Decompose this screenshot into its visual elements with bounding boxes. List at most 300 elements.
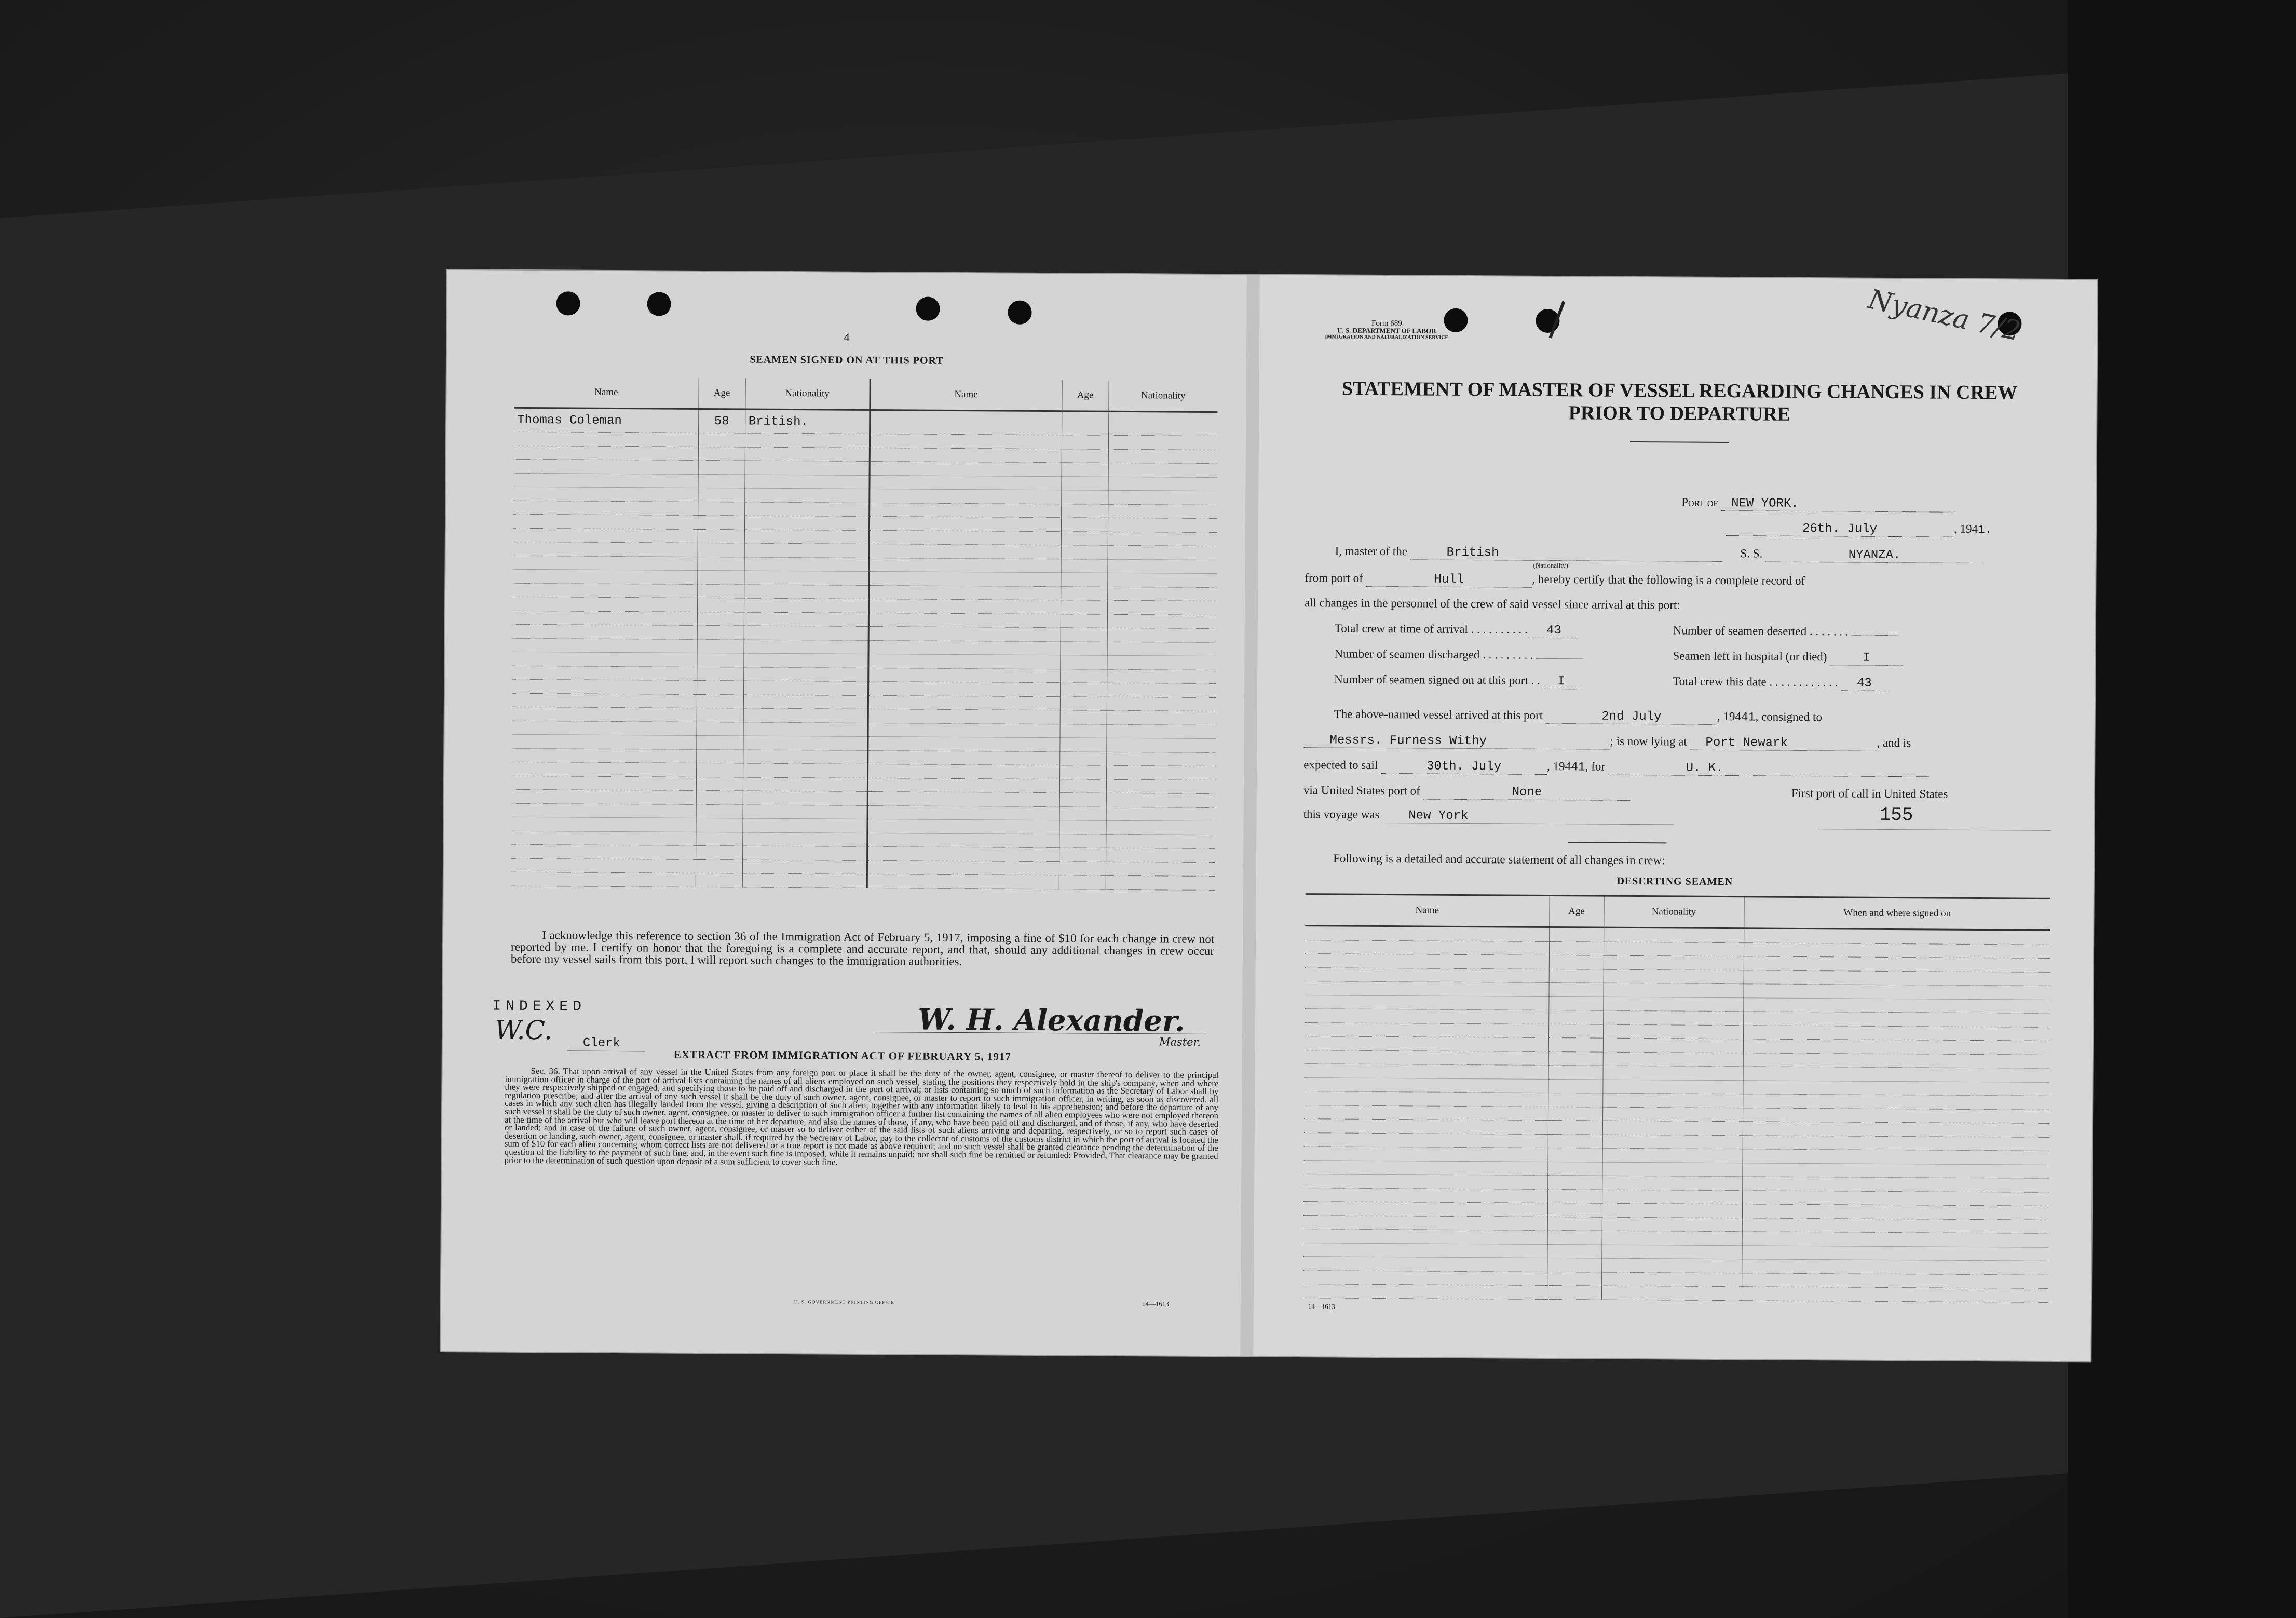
empty-cell	[1059, 820, 1106, 834]
expected-label: expected to sail	[1303, 758, 1378, 772]
empty-cell	[1601, 1286, 1742, 1300]
empty-cell	[697, 625, 744, 639]
lying-label: ; is now lying at	[1610, 734, 1687, 748]
empty-cell	[1603, 997, 1743, 1012]
empty-cell	[1742, 1177, 2048, 1192]
empty-cell	[1061, 490, 1108, 504]
ship-name: NYANZA.	[1765, 548, 1983, 564]
empty-cell	[1059, 834, 1106, 848]
empty-cell	[869, 530, 1061, 545]
empty-cell	[868, 585, 1061, 600]
empty-cell	[512, 652, 697, 667]
empty-cell	[1106, 738, 1215, 752]
empty-cell	[697, 680, 743, 694]
empty-cell	[512, 679, 697, 694]
empty-cell	[514, 446, 698, 461]
arrived-row: The above-named vessel arrived at this port 2nd July , 19441, consigned to	[1334, 707, 1822, 724]
empty-cell	[1548, 1065, 1603, 1079]
empty-cell	[1108, 545, 1217, 560]
hospital-row	[1673, 649, 1903, 666]
punch-hole	[1008, 301, 1031, 325]
first-port-label: First port of call in United States	[1791, 786, 1948, 801]
empty-cell	[1059, 765, 1106, 779]
empty-cell	[1602, 1217, 1742, 1232]
arrived-label: The above-named vessel arrived at this port	[1334, 707, 1543, 722]
voyage-label: this voyage was	[1303, 807, 1380, 821]
empty-cell	[1602, 1107, 1743, 1122]
column-header: Name	[1305, 894, 1549, 927]
empty-cell	[1743, 1122, 2049, 1137]
empty-cell	[1602, 1093, 1743, 1108]
expected-year-prefix: 194	[1553, 760, 1571, 773]
empty-cell	[513, 542, 698, 557]
empty-cell	[1107, 628, 1216, 642]
empty-cell	[1304, 1119, 1548, 1134]
empty-cell	[744, 598, 868, 613]
empty-cell	[1548, 996, 1603, 1010]
empty-cell	[1547, 1189, 1602, 1203]
empty-cell	[1060, 710, 1107, 724]
empty-cell	[743, 667, 868, 681]
empty-cell	[867, 860, 1059, 875]
empty-cell	[1059, 779, 1106, 793]
empty-cell	[1107, 587, 1216, 601]
consignee-row	[1303, 733, 1911, 751]
certify-text: , hereby certify that the following is a complete record of	[1532, 572, 1805, 587]
empty-cell	[697, 667, 743, 681]
empty-cell	[867, 805, 1059, 820]
empty-cell	[1061, 614, 1107, 628]
empty-cell	[1059, 861, 1106, 875]
empty-cell	[868, 681, 1060, 696]
empty-cell	[697, 598, 744, 612]
empty-cell	[1106, 848, 1215, 862]
right-page	[1253, 275, 2097, 1361]
empty-cell	[1743, 1094, 2049, 1110]
empty-cell	[745, 433, 870, 448]
empty-cell	[868, 695, 1060, 710]
empty-cell	[744, 626, 868, 640]
empty-cell	[1744, 928, 2050, 945]
from-port-row	[1305, 571, 1805, 589]
empty-cell	[1548, 1134, 1602, 1148]
expected-year-suffix: 41	[1570, 760, 1585, 774]
left-page	[441, 270, 1247, 1356]
empty-cell	[1743, 1025, 2049, 1041]
empty-cell	[513, 611, 697, 626]
consignee-value: Messrs. Furness Withy	[1303, 733, 1610, 750]
empty-cell	[1547, 1217, 1602, 1231]
nationality-caption: (Nationality)	[1533, 561, 1568, 570]
empty-cell	[870, 434, 1062, 449]
discharged-value	[1537, 658, 1583, 659]
empty-cell	[743, 722, 868, 736]
empty-cell	[1743, 1039, 2049, 1055]
empty-cell	[1060, 683, 1107, 697]
empty-cell	[1108, 490, 1217, 505]
empty-cell	[1602, 1121, 1743, 1135]
empty-cell	[742, 832, 867, 846]
empty-cell	[1305, 954, 1549, 969]
empty-cell	[1107, 724, 1216, 739]
empty-cell	[1304, 1132, 1548, 1148]
empty-cell	[1547, 1285, 1601, 1299]
empty-cell	[868, 626, 1061, 641]
empty-cell	[1742, 1232, 2048, 1247]
empty-cell	[1108, 504, 1217, 519]
deserted-label: Number of seamen deserted . . . . . . .	[1673, 624, 1849, 638]
empty-cell	[1547, 1175, 1602, 1189]
expected-date: 30th. July	[1381, 759, 1547, 775]
for-label: , for	[1585, 760, 1606, 773]
empty-cell	[512, 693, 697, 708]
service: IMMIGRATION AND NATURALIZATION SERVICE	[1325, 334, 1449, 341]
column-header: Age	[698, 378, 745, 409]
seaman-name: Thomas Coleman	[514, 408, 698, 433]
empty-cell	[696, 763, 743, 777]
empty-cell	[1603, 1010, 1743, 1025]
empty-cell	[1548, 1024, 1603, 1038]
stamped-number: 155	[1879, 804, 1913, 826]
empty-cell	[1305, 926, 1549, 941]
empty-cell	[867, 764, 1059, 779]
empty-cell	[1601, 1245, 1742, 1259]
empty-cell	[697, 584, 744, 598]
empty-cell	[1061, 573, 1107, 587]
empty-cell	[514, 459, 698, 474]
table-header-row	[514, 377, 1217, 412]
empty-cell	[1108, 518, 1217, 532]
via-row	[1303, 784, 1631, 801]
empty-cell	[696, 845, 742, 859]
empty-cell	[869, 503, 1061, 518]
empty-cell	[870, 410, 1062, 435]
empty-cell	[512, 721, 697, 736]
empty-cell	[744, 557, 868, 572]
empty-cell	[1062, 463, 1108, 477]
deserting-seamen-title: DESERTING SEAMEN	[1616, 875, 1733, 888]
empty-cell	[744, 475, 869, 489]
seamen-signed-on-table	[511, 377, 1218, 891]
empty-cell	[742, 859, 867, 874]
empty-cell	[1106, 862, 1215, 877]
empty-cell	[1548, 1093, 1602, 1107]
year-suffix: 1.	[1977, 523, 1992, 537]
total-crew-arrival-value: 43	[1530, 624, 1577, 639]
empty-cell	[512, 748, 696, 763]
empty-cell	[1108, 477, 1217, 491]
arrived-date: 2nd July	[1546, 709, 1717, 725]
empty-cell	[1549, 969, 1604, 983]
signed-on-value: I	[1543, 675, 1580, 689]
empty-cell	[1549, 955, 1604, 969]
empty-cell	[1106, 752, 1215, 766]
empty-cell	[868, 599, 1061, 614]
hospital-label: Seamen left in hospital (or died)	[1673, 649, 1827, 664]
first-port-value: New York	[1382, 808, 1673, 825]
empty-cell	[1061, 586, 1107, 600]
empty-cell	[1549, 927, 1604, 941]
total-crew-date-label: Total crew this date . . . . . . . . . . . .	[1673, 675, 1838, 689]
empty-cell	[1303, 1284, 1547, 1299]
table-row	[514, 408, 1217, 436]
document-spread	[441, 270, 2097, 1361]
empty-cell	[744, 530, 869, 544]
empty-cell	[1059, 848, 1106, 862]
empty-cell	[744, 488, 869, 503]
destination-value: U. K.	[1608, 761, 1930, 777]
empty-cell	[1106, 820, 1215, 835]
column-header: Nationality	[1604, 896, 1744, 928]
empty-cell	[1604, 942, 1744, 956]
empty-cell	[1604, 955, 1744, 970]
master-of-row	[1335, 544, 1983, 563]
empty-cell	[1742, 1259, 2048, 1275]
empty-cell	[868, 613, 1061, 628]
column-header: Age	[1549, 895, 1604, 927]
empty-cell	[743, 681, 868, 695]
from-port-label: from port of	[1305, 571, 1363, 585]
empty-cell	[867, 778, 1059, 793]
empty-cell	[1743, 1135, 2049, 1151]
empty-cell	[513, 473, 698, 488]
empty-cell	[1742, 1204, 2048, 1220]
empty-cell	[1061, 628, 1107, 642]
empty-cell	[514, 432, 698, 447]
empty-cell	[1106, 875, 1215, 890]
empty-cell	[867, 833, 1059, 848]
column-header: Nationality	[1108, 381, 1217, 412]
discharged-row	[1334, 647, 1583, 662]
empty-cell	[1602, 1148, 1743, 1163]
seaman-age: 58	[698, 409, 745, 433]
empty-cell	[512, 762, 696, 777]
empty-cell	[744, 639, 868, 654]
empty-cell	[1602, 1190, 1742, 1204]
empty-cell	[1602, 1135, 1743, 1149]
empty-cell	[743, 791, 867, 805]
form-code: 14—1613	[1308, 1302, 1335, 1311]
empty-cell	[1602, 1203, 1742, 1218]
empty-cell	[1107, 710, 1216, 725]
empty-cell	[1548, 1107, 1602, 1121]
empty-cell	[696, 859, 742, 873]
total-crew-date-value: 43	[1841, 676, 1887, 691]
and-is: , and is	[1877, 736, 1911, 750]
empty-cell	[1060, 669, 1107, 683]
empty-cell	[1603, 1024, 1743, 1039]
empty-cell	[744, 571, 868, 585]
deserting-seamen-table	[1303, 893, 2050, 1302]
empty-cell	[698, 529, 744, 543]
empty-cell	[1547, 1258, 1601, 1272]
empty-cell	[1743, 997, 2049, 1013]
empty-cell	[867, 791, 1059, 806]
empty-cell	[1744, 956, 2050, 972]
all-changes-text: all changes in the personnel of the crew of said vessel since arrival at this port:	[1305, 596, 1680, 612]
punch-hole	[647, 292, 671, 316]
crew-arrival-row	[1335, 622, 1578, 638]
empty-cell	[869, 489, 1061, 504]
punch-hole	[916, 297, 940, 321]
empty-cell	[698, 447, 745, 461]
empty-cell	[1059, 793, 1106, 807]
empty-cell	[868, 709, 1060, 724]
deserted-row	[1673, 624, 1898, 639]
empty-cell	[1107, 669, 1216, 684]
empty-cell	[1602, 1080, 1743, 1094]
empty-cell	[697, 570, 744, 584]
column-header: When and where signed on	[1744, 897, 2050, 931]
via-label: via United States port of	[1303, 784, 1420, 798]
empty-cell	[1547, 1162, 1602, 1176]
empty-cell	[1107, 573, 1216, 587]
empty-cell	[512, 666, 697, 681]
empty-cell	[513, 597, 697, 612]
scan-edge	[2068, 0, 2296, 1618]
form-header	[1314, 320, 1459, 341]
total-crew-date-row	[1673, 675, 1887, 691]
empty-cell	[1061, 559, 1107, 573]
printer-note: U. S. GOVERNMENT PRINTING OFFICE	[794, 1299, 894, 1305]
seaman-nationality: British.	[745, 409, 870, 434]
following-text: Following is a detailed and accurate statement of all changes in crew:	[1333, 852, 1665, 867]
empty-cell	[1061, 504, 1108, 518]
empty-cell	[1062, 411, 1108, 436]
empty-cell	[512, 776, 696, 791]
empty-cell	[1743, 1108, 2049, 1123]
empty-cell	[696, 749, 743, 763]
empty-cell	[1106, 765, 1215, 780]
empty-cell	[1305, 1036, 1548, 1051]
empty-cell	[1061, 600, 1107, 614]
empty-cell	[698, 474, 744, 488]
empty-cell	[867, 874, 1059, 889]
empty-cell	[1547, 1272, 1601, 1286]
indexed-stamp: INDEXED	[492, 998, 587, 1015]
empty-cell	[1061, 531, 1108, 545]
empty-cell	[697, 653, 743, 667]
empty-cell	[1305, 995, 1548, 1010]
empty-cell	[1548, 1037, 1603, 1051]
empty-cell	[868, 571, 1061, 586]
empty-cell	[868, 558, 1061, 573]
empty-cell	[742, 818, 867, 833]
empty-cell	[743, 708, 868, 723]
empty-cell	[743, 749, 867, 764]
empty-cell	[1548, 1010, 1603, 1024]
empty-cell	[1548, 982, 1603, 996]
empty-cell	[513, 638, 697, 653]
empty-cell	[869, 516, 1061, 531]
table-header-row	[1305, 894, 2050, 931]
discharged-label: Number of seamen discharged . . . . . . . . .	[1334, 647, 1534, 662]
empty-cell	[1743, 1053, 2049, 1068]
empty-cell	[696, 804, 743, 818]
port-of-label: Port of	[1681, 495, 1718, 509]
empty-cell	[869, 544, 1061, 559]
empty-cell	[512, 789, 696, 804]
empty-cell	[698, 460, 745, 474]
date-row: 26th. July , 1941.	[1726, 521, 1992, 537]
empty-cell	[1548, 1079, 1602, 1093]
empty-cell	[1107, 614, 1216, 629]
arrived-year-prefix: 194	[1723, 710, 1741, 723]
empty-cell	[870, 448, 1062, 463]
empty-cell	[867, 736, 1059, 751]
empty-cell	[511, 831, 696, 846]
empty-cell	[1305, 1009, 1548, 1024]
empty-cell	[512, 734, 696, 749]
empty-cell	[1059, 738, 1106, 752]
hospital-value: I	[1830, 651, 1903, 666]
empty-cell	[869, 475, 1061, 490]
year-prefix: 194	[1960, 522, 1978, 536]
title-rule	[1630, 441, 1729, 443]
empty-cell	[1107, 655, 1216, 670]
empty-cell	[1305, 967, 1549, 982]
empty-cell	[1106, 793, 1215, 807]
empty-cell	[512, 707, 697, 722]
acknowledgement-text: I acknowledge this reference to section 36 of the Immigration Act of February 5, 1917, imposing a fine of $10 for each change in crew not reported by me. I certify on honor that the foregoing is a complete and accurate report, and that, should any additional changes in crew occur before my vessel sails from this port, I will report such changes to the immigration authorities.	[510, 928, 1215, 968]
department: U. S. DEPARTMENT OF LABOR	[1337, 326, 1436, 335]
empty-cell	[698, 515, 744, 529]
master-signature: W. H. Alexander.	[917, 1002, 1185, 1039]
empty-cell	[1303, 1215, 1547, 1230]
empty-cell	[1305, 1064, 1548, 1079]
empty-cell	[1548, 1051, 1603, 1066]
signed-on-row	[1334, 672, 1580, 689]
empty-cell	[1107, 697, 1216, 711]
empty-cell	[513, 583, 697, 598]
empty-cell	[1061, 518, 1108, 532]
empty-cell	[511, 872, 696, 887]
empty-cell	[1059, 806, 1106, 820]
empty-cell	[1061, 476, 1108, 490]
empty-cell	[1108, 449, 1217, 464]
first-port-line	[1817, 829, 2050, 831]
empty-cell	[743, 653, 868, 668]
empty-cell	[744, 585, 868, 599]
empty-cell	[1062, 435, 1108, 449]
empty-cell	[1106, 834, 1215, 849]
empty-cell	[1061, 545, 1108, 559]
clerk-label: Clerk	[582, 1036, 621, 1051]
empty-cell	[868, 640, 1060, 655]
empty-cell	[697, 639, 744, 653]
empty-cell	[1108, 411, 1217, 436]
empty-cell	[745, 447, 870, 462]
empty-cell	[1742, 1190, 2048, 1206]
empty-cell	[1107, 642, 1216, 656]
empty-cell	[867, 846, 1059, 861]
section-title: SEAMEN SIGNED ON AT THIS PORT	[750, 354, 944, 367]
empty-cell	[697, 694, 743, 708]
empty-cell	[1059, 751, 1106, 765]
empty-cell	[1106, 779, 1215, 794]
empty-cell	[511, 817, 696, 832]
port-of-value: NEW YORK.	[1721, 496, 1954, 513]
form-code: 14—1613	[1142, 1300, 1169, 1308]
empty-cell	[511, 844, 696, 859]
arrived-year-suffix: 41	[1741, 710, 1756, 724]
via-port-value: None	[1423, 785, 1631, 801]
empty-cell	[1060, 724, 1107, 738]
empty-cell	[1303, 1270, 1547, 1285]
empty-cell	[1743, 1012, 2049, 1027]
empty-cell	[696, 735, 743, 749]
empty-cell	[744, 502, 869, 517]
